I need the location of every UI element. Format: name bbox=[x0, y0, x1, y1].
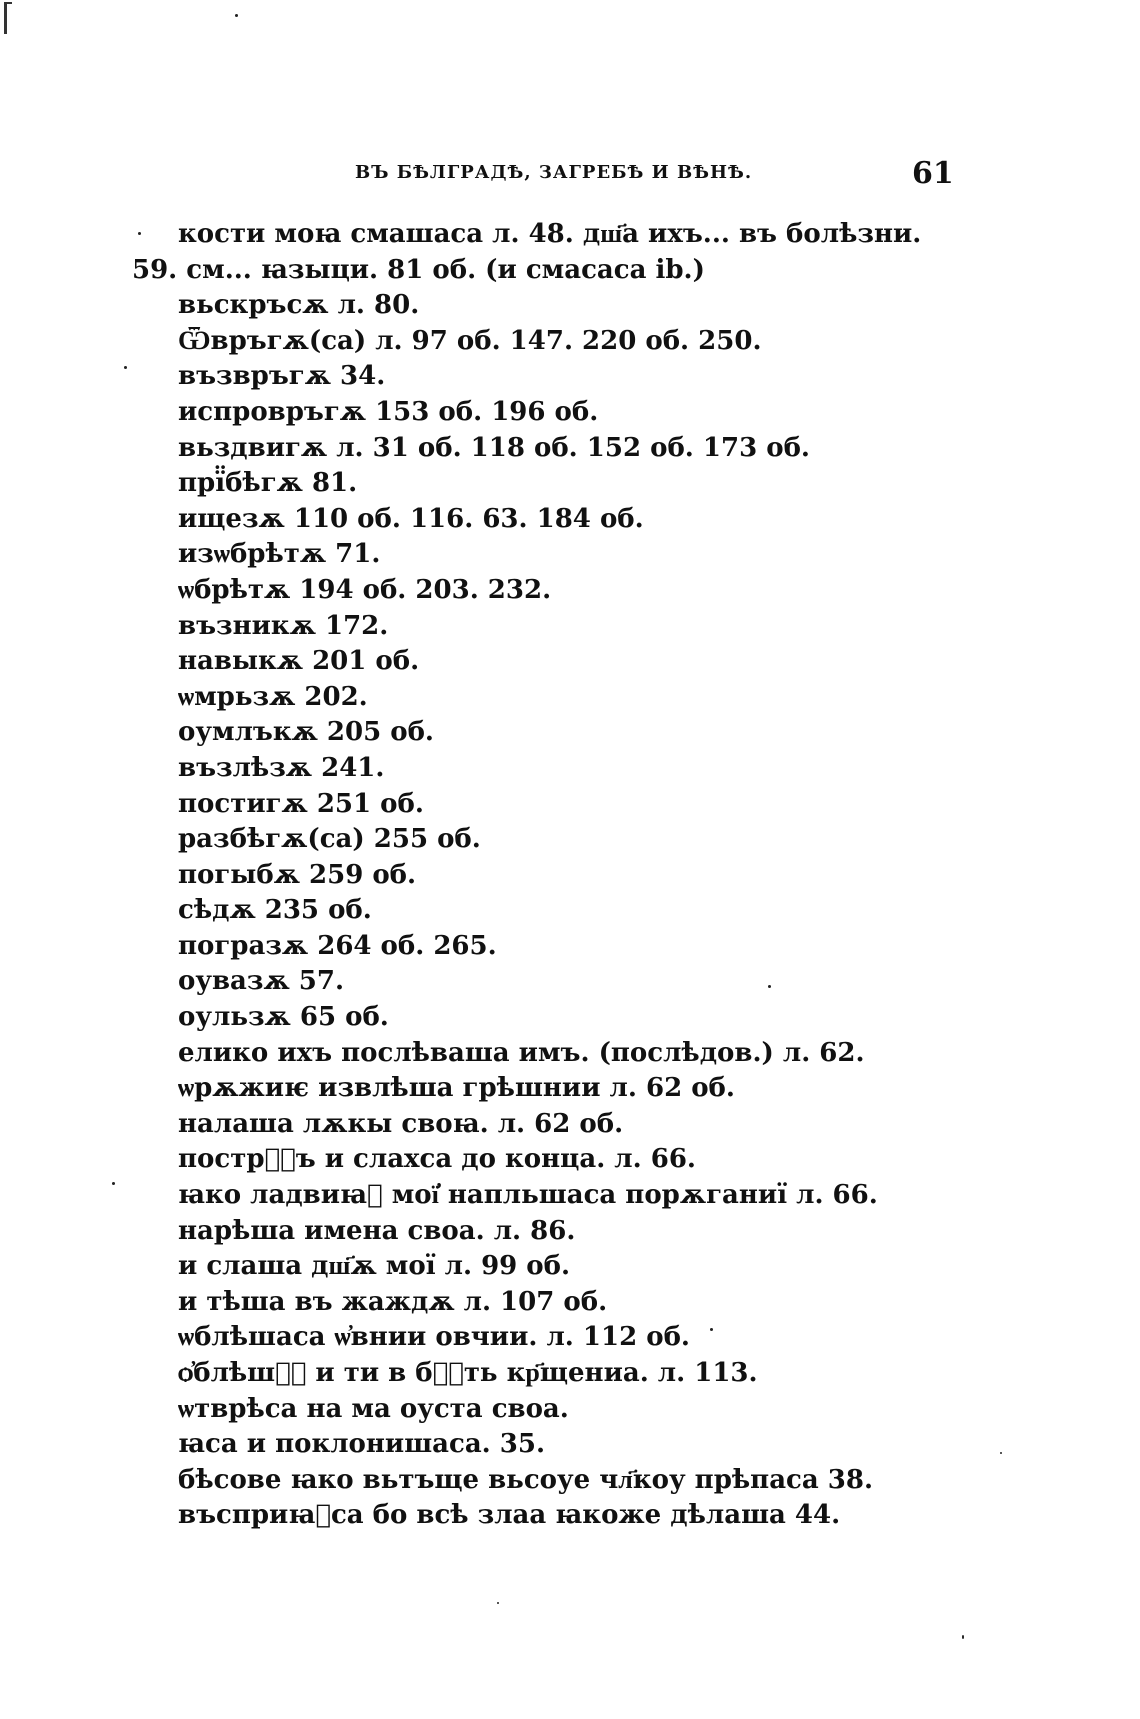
body-text bbox=[132, 217, 1078, 1534]
text-line: ѡбрѣтѫ 194 об. 203. 232. bbox=[178, 574, 552, 605]
scan-speck bbox=[235, 14, 238, 17]
scan-edge-tick bbox=[4, 2, 12, 4]
text-line: възлѣзѫ 241. bbox=[178, 752, 385, 783]
text-line: елико ихъ послѣваша имъ. (послѣдов.) л. 62. bbox=[178, 1037, 865, 1068]
text-line: бѣсове ꙗко вьтъще вьсоуе чл҃коу прѣпаса 38. bbox=[178, 1464, 874, 1495]
text-line: навыкѫ 201 об. bbox=[178, 646, 420, 677]
text-line: оумлъкѫ 205 об. bbox=[178, 717, 434, 748]
text-line: разбѣгѫ(са) 255 об. bbox=[178, 824, 481, 855]
scan-speck bbox=[497, 1602, 499, 1604]
text-line: изѡбрѣтѫ 71. bbox=[178, 539, 381, 570]
scan-edge-mark bbox=[4, 2, 7, 34]
text-line: пострⷯ҇ъ и слахса до конца. л. 66. bbox=[178, 1144, 696, 1175]
scan-speck bbox=[710, 1328, 713, 1331]
page-number: 61 bbox=[912, 156, 954, 191]
text-line: ѡблѣшаса ѡ҆внии овчии. л. 112 об. bbox=[178, 1322, 690, 1353]
text-line: кости моꙗ смашаса л. 48. дш҃а ихъ... въ болѣзни. bbox=[178, 219, 922, 249]
text-line: 59. см... ꙗзыци. 81 об. (и смасаса ib.) bbox=[132, 254, 705, 285]
scan-speck bbox=[768, 985, 771, 988]
text-line: ищезѫ 110 об. 116. 63. 184 об. bbox=[178, 503, 644, 534]
text-line: ѻ҆блѣшⷶ҇ и ти в бⷮ҇ть кр҃щениа. л. 113. bbox=[178, 1358, 758, 1388]
text-line: постигѫ 251 об. bbox=[178, 788, 424, 819]
text-line: сѣдѫ 235 об. bbox=[178, 895, 372, 926]
text-line: и слаша дш҃ѫ мої л. 99 об. bbox=[178, 1251, 571, 1282]
text-line: ꙗса и поклонишаса. 35. bbox=[178, 1429, 546, 1460]
text-line: ѡмрьзѫ 202. bbox=[178, 681, 368, 712]
text-line: оульзѫ 65 об. bbox=[178, 1002, 389, 1033]
text-line: възвръгѫ 34. bbox=[178, 361, 386, 392]
text-line: прї̈бѣгѫ 81. bbox=[178, 468, 358, 499]
scan-speck bbox=[112, 1182, 115, 1185]
running-head: ВЪ БѢЛГРАДѢ, ЗАГРЕБѢ И ВѢНѢ. bbox=[355, 162, 753, 183]
text-line: вьскръсѫ л. 80. bbox=[178, 290, 420, 321]
scan-speck bbox=[138, 232, 141, 235]
text-line: вьздвигѫ л. 31 об. 118 об. 152 об. 173 об. bbox=[178, 432, 810, 463]
text-line: ѡтврѣса на ма оуста своа. bbox=[178, 1393, 569, 1424]
text-line: ꙗко ладвиꙗ҇ мої҆ напльшаса порѫганиї л. 66. bbox=[178, 1180, 878, 1211]
text-line: оувазѫ 57. bbox=[178, 966, 345, 997]
text-line: и тѣша въ жаждѫ л. 107 об. bbox=[178, 1286, 608, 1317]
text-line: испровръгѫ 153 об. 196 об. bbox=[178, 396, 599, 427]
text-line: налаша лѫкы своꙗ. л. 62 об. bbox=[178, 1108, 624, 1139]
text-line: възникѫ 172. bbox=[178, 610, 389, 641]
text-line: Ѿвръгѫ(са) л. 97 об. 147. 220 об. 250. bbox=[178, 325, 762, 356]
text-line: погыбѫ 259 об. bbox=[178, 859, 417, 890]
text-line: ѡрѫжиѥ извлѣша грѣшнии л. 62 об. bbox=[178, 1073, 735, 1104]
text-line: погразѫ 264 об. 265. bbox=[178, 930, 497, 961]
scan-speck bbox=[962, 1635, 964, 1639]
scan-speck bbox=[124, 366, 127, 369]
text-line: нарѣша имена своа. л. 86. bbox=[178, 1215, 576, 1246]
scan-speck bbox=[1000, 1452, 1002, 1454]
page-header bbox=[0, 156, 1140, 200]
text-line: въсприꙗ҇са бо всѣ злаа ꙗкоже дѣлаша 44. bbox=[178, 1500, 841, 1531]
